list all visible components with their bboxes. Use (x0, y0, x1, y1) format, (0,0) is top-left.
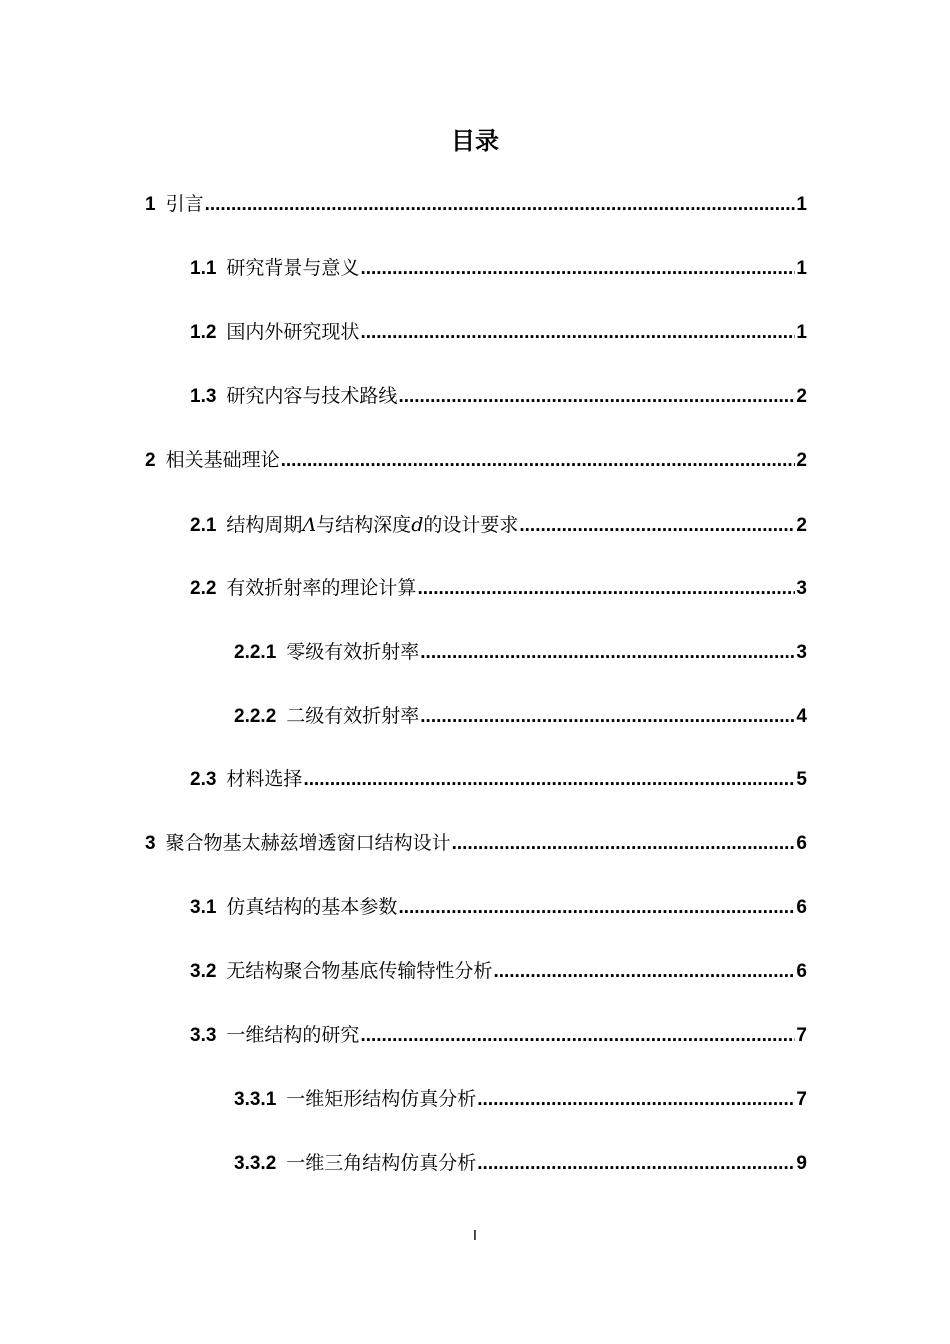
toc-entry[interactable] (190, 383, 807, 411)
toc-entry-title: 研究背景与意义 (226, 258, 360, 279)
toc-leader-dots (360, 319, 795, 347)
toc-entry[interactable] (190, 766, 807, 794)
page-title: 目录 (451, 128, 499, 155)
toc-entry[interactable] (234, 639, 807, 667)
toc-entry-number: 2.2 (190, 578, 217, 599)
toc-entry-number: 2.2.1 (234, 642, 277, 663)
toc-entry[interactable] (145, 447, 807, 475)
toc-leader-dots (420, 639, 795, 667)
toc-entry-title: 国内外研究现状 (226, 322, 360, 343)
toc-entry-title: 一维矩形结构仿真分析 (286, 1089, 477, 1110)
toc-entry[interactable] (145, 191, 807, 219)
toc-entry-page: 6 (796, 961, 807, 982)
toc-leader-dots (477, 1150, 795, 1178)
toc-leader-dots (360, 255, 795, 283)
toc-entry[interactable] (190, 958, 807, 986)
toc-leader-dots (281, 447, 796, 475)
toc-entry-title (226, 511, 518, 540)
toc-entry-page: 9 (796, 1153, 807, 1174)
toc-entry-number: 1 (145, 194, 156, 215)
toc-entry[interactable] (234, 1086, 807, 1114)
toc-leader-dots (519, 512, 795, 540)
toc-leader-dots (493, 958, 795, 986)
toc-entry-number: 1.3 (190, 386, 217, 407)
toc-entry-page: 6 (796, 833, 807, 854)
toc-title-part: 结构周期 (226, 515, 303, 536)
toc-entry[interactable] (190, 319, 807, 347)
toc-entry-number: 3.3.1 (234, 1089, 277, 1110)
toc-entry-title: 聚合物基太赫兹增透窗口结构设计 (165, 833, 451, 854)
toc-entry[interactable] (145, 830, 807, 858)
toc-entry-page: 2 (796, 386, 807, 407)
toc-entry-page: 6 (796, 897, 807, 918)
toc-entry-number: 1.1 (190, 258, 217, 279)
symbol-lambda: Λ (302, 514, 317, 536)
toc-entry-page: 2 (796, 515, 807, 536)
toc-entry-number: 1.2 (190, 322, 217, 343)
toc-entry-title: 一维结构的研究 (226, 1025, 360, 1046)
toc-entry-number: 3 (145, 833, 156, 854)
toc-entry-title: 有效折射率的理论计算 (226, 578, 417, 599)
page-footer-number: I (472, 1227, 478, 1244)
toc-entry-page: 1 (796, 258, 807, 279)
toc-leader-dots (360, 1022, 795, 1050)
toc-title-part: 与结构深度 (316, 515, 412, 536)
toc-entry-title: 二级有效折射率 (286, 706, 420, 727)
toc-entry[interactable] (234, 1150, 807, 1178)
toc-entry[interactable] (190, 575, 807, 603)
toc-entry-page: 2 (796, 450, 807, 471)
toc-entry-page: 1 (796, 322, 807, 343)
toc-leader-dots (420, 703, 795, 731)
toc-entry-number: 3.3.2 (234, 1153, 277, 1174)
toc-entry-title: 引言 (165, 194, 204, 215)
toc-entry-number: 2.3 (190, 769, 217, 790)
toc-entry-title: 相关基础理论 (165, 450, 280, 471)
toc-entry-title: 仿真结构的基本参数 (226, 897, 398, 918)
toc-entry-number: 3.2 (190, 961, 217, 982)
toc-entry-page: 3 (796, 642, 807, 663)
toc-entry-title: 零级有效折射率 (286, 642, 420, 663)
toc-title-part: 的设计要求 (423, 515, 519, 536)
toc-entry-page: 4 (796, 706, 807, 727)
toc-entry-page: 5 (796, 769, 807, 790)
toc-entry-number: 2.1 (190, 515, 217, 536)
toc-leader-dots (477, 1086, 795, 1114)
toc-entry-page: 7 (796, 1025, 807, 1046)
toc-entry-number: 3.3 (190, 1025, 217, 1046)
toc-entry-title: 一维三角结构仿真分析 (286, 1153, 477, 1174)
toc-leader-dots (417, 575, 795, 603)
toc-leader-dots (205, 191, 796, 219)
toc-entry-title: 研究内容与技术路线 (226, 386, 398, 407)
toc-leader-dots (303, 766, 795, 794)
toc-entry[interactable] (234, 703, 807, 731)
toc-entry-title: 材料选择 (226, 769, 303, 790)
toc-leader-dots (452, 830, 796, 858)
symbol-d: d (411, 514, 424, 536)
toc-leader-dots (398, 383, 795, 411)
toc-entry[interactable] (190, 255, 807, 283)
toc-entry-number: 2.2.2 (234, 706, 277, 727)
toc-entry-page: 3 (796, 578, 807, 599)
toc-entry-title: 无结构聚合物基底传输特性分析 (226, 961, 493, 982)
toc-entry-number: 2 (145, 450, 156, 471)
toc-entry-number: 3.1 (190, 897, 217, 918)
toc-entry[interactable] (190, 511, 807, 539)
toc-entry-page: 7 (796, 1089, 807, 1110)
toc-entry[interactable] (190, 1022, 807, 1050)
toc-leader-dots (398, 894, 795, 922)
toc-entry-page: 1 (796, 194, 807, 215)
toc-entry[interactable] (190, 894, 807, 922)
